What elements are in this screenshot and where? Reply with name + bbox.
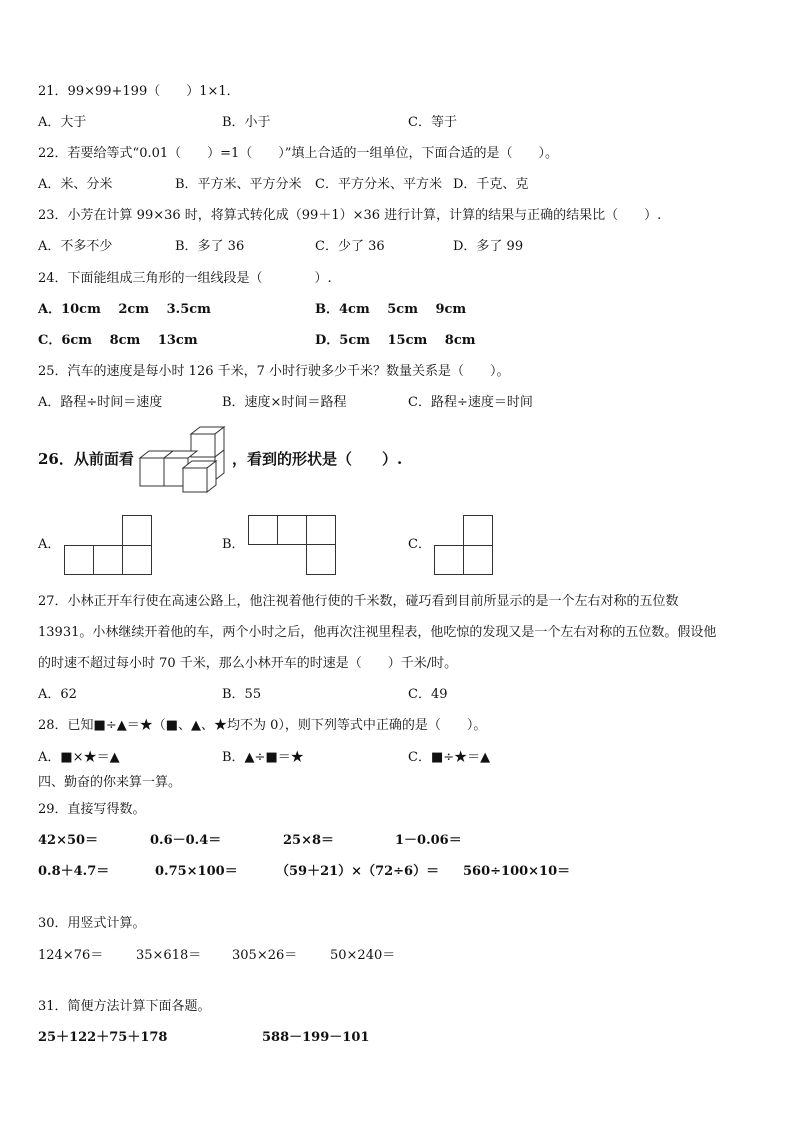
q23-stem: 23．小芳在计算 99×36 时，将算式转化成（99＋1）×36 进行计算，计算的结果与正确的结果比（ ）. bbox=[38, 208, 662, 223]
q29-item-5: 0.8＋4.7＝ bbox=[38, 864, 110, 879]
q22-option-c[interactable]: C．平方分米、平方米 bbox=[315, 177, 442, 192]
q24-option-a[interactable]: A．10cm 2cm 3.5cm bbox=[38, 302, 211, 317]
q29-item-8: 560÷100×10＝ bbox=[463, 864, 571, 879]
q24-option-c[interactable]: C．6cm 8cm 13cm bbox=[38, 333, 198, 348]
q30-item-3: 305×26＝ bbox=[232, 948, 298, 963]
q30-item-2: 35×618＝ bbox=[136, 948, 202, 963]
q21-option-b[interactable]: B．小于 bbox=[222, 115, 271, 130]
q25-stem: 25．汽车的速度是每小时 126 千米，7 小时行驶多少千米？数量关系是（ ）。 bbox=[38, 364, 510, 379]
q24-option-b[interactable]: B．4cm 5cm 9cm bbox=[315, 302, 467, 317]
q29-item-2: 0.6－0.4＝ bbox=[150, 833, 222, 848]
q23-option-b[interactable]: B．多了 36 bbox=[175, 239, 245, 254]
q26-option-c-label[interactable]: C． bbox=[408, 537, 431, 552]
q25-option-a[interactable]: A．路程÷时间＝速度 bbox=[38, 395, 163, 410]
q27-option-a[interactable]: A．62 bbox=[38, 687, 77, 702]
q28-option-c[interactable]: C．■÷★＝▲ bbox=[408, 750, 491, 765]
q23-option-c[interactable]: C．少了 36 bbox=[315, 239, 385, 254]
q30-item-4: 50×240＝ bbox=[330, 948, 396, 963]
q31-item-2: 588－199－101 bbox=[262, 1030, 370, 1045]
q30-stem: 30．用竖式计算。 bbox=[38, 916, 146, 931]
q31-stem: 31．简便方法计算下面各题。 bbox=[38, 999, 211, 1014]
q29-item-1: 42×50＝ bbox=[38, 833, 99, 848]
q21-option-c[interactable]: C．等于 bbox=[408, 115, 457, 130]
q29-item-6: 0.75×100＝ bbox=[155, 864, 238, 879]
q30-item-1: 124×76＝ bbox=[38, 948, 104, 963]
q29-item-3: 25×8＝ bbox=[283, 833, 335, 848]
q25-option-b[interactable]: B．速度×时间＝路程 bbox=[222, 395, 347, 410]
q23-option-d[interactable]: D．多了 99 bbox=[453, 239, 524, 254]
q28-option-b[interactable]: B．▲÷■＝★ bbox=[222, 750, 304, 765]
q22-option-b[interactable]: B．平方米、平方分米 bbox=[175, 177, 302, 192]
q27-option-c[interactable]: C．49 bbox=[408, 687, 448, 702]
q22-option-a[interactable]: A．米、分米 bbox=[38, 177, 113, 192]
q25-option-c[interactable]: C．路程÷速度＝时间 bbox=[408, 395, 533, 410]
q22-option-d[interactable]: D．千克、克 bbox=[453, 177, 529, 192]
q31-item-1: 25＋122＋75＋178 bbox=[38, 1030, 168, 1045]
q27-line-1: 27．小林正开车行使在高速公路上，他注视着他行使的千米数，碰巧看到目前所显示的是一个左右对称的五位数 bbox=[38, 594, 679, 609]
q28-option-a[interactable]: A．■×★＝▲ bbox=[38, 750, 120, 765]
q22-stem: 22．若要给等式“0.01（ ）=1（ ）”填上合适的一组单位，下面合适的是（ ）。 bbox=[38, 146, 558, 161]
q26-stem-prefix: 26．从前面看 bbox=[38, 450, 134, 468]
q26-option-a-label[interactable]: A． bbox=[38, 537, 61, 552]
q26-stem-suffix: ，看到的形状是（ ）. bbox=[232, 450, 403, 468]
q27-line-2: 13931。小林继续开着他的车，两个小时之后，他再次注视里程表，他吃惊的发现又是一个左右对称的五位数。假设他 bbox=[38, 625, 717, 640]
q29-stem: 29．直接写得数。 bbox=[38, 802, 146, 817]
section-4-heading: 四、勤奋的你来算一算。 bbox=[38, 775, 182, 790]
q27-line-3: 的时速不超过每小时 70 千米，那么小林开车的时速是（ ）千米/时。 bbox=[38, 656, 458, 671]
q29-item-7: （59＋21）×（72÷6）＝ bbox=[276, 864, 440, 879]
q26-option-a-figure[interactable] bbox=[64, 515, 152, 575]
q24-option-d[interactable]: D．5cm 15cm 8cm bbox=[315, 333, 476, 348]
q24-stem: 24．下面能组成三角形的一组线段是（ ）. bbox=[38, 271, 332, 286]
q29-item-4: 1－0.06＝ bbox=[395, 833, 462, 848]
q21-option-a[interactable]: A．大于 bbox=[38, 115, 87, 130]
q26-option-b-figure[interactable] bbox=[248, 515, 336, 575]
q27-option-b[interactable]: B．55 bbox=[222, 687, 262, 702]
q23-option-a[interactable]: A．不多不少 bbox=[38, 239, 113, 254]
q26-cube-figure bbox=[138, 426, 230, 494]
q21-stem: 21．99×99+199（ ）1×1． bbox=[38, 84, 240, 99]
q26-option-c-figure[interactable] bbox=[434, 515, 493, 575]
q28-stem: 28．已知■÷▲＝★（■、▲、★均不为 0），则下列等式中正确的是（ ）。 bbox=[38, 718, 487, 733]
q26-option-b-label[interactable]: B． bbox=[222, 537, 245, 552]
